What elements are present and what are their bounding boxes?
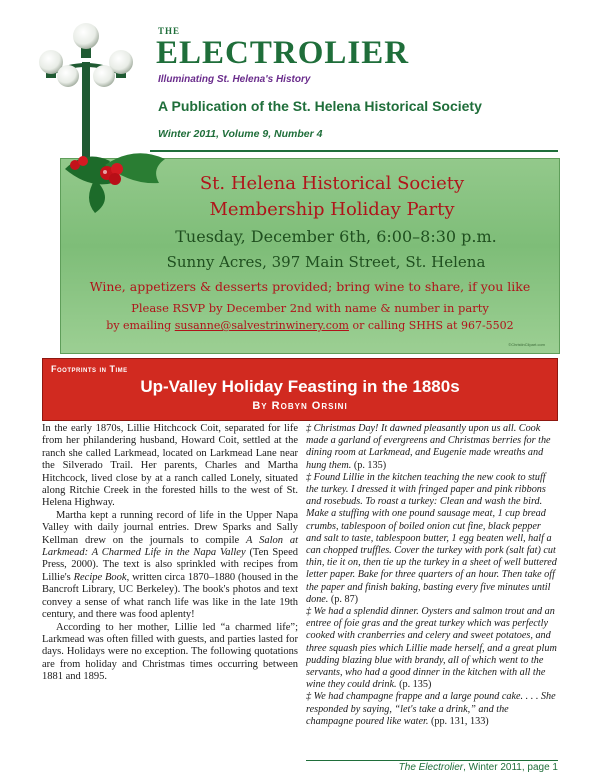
- footer-page-info: , Winter 2011, page 1: [463, 762, 558, 773]
- rsvp-email-link[interactable]: susanne@salvestrinwinery.com: [174, 319, 349, 332]
- book-title: A Salon at Larkmead: A Charmed Life in the Napa Valley: [42, 534, 298, 559]
- holiday-party-box: [60, 158, 560, 354]
- party-contact-suffix: or calling SHHS at 967-5502: [348, 319, 514, 332]
- article-byline: By Robyn Orsini: [252, 400, 348, 412]
- article-left-column: [42, 423, 298, 684]
- footer-publication: The Electrolier: [398, 762, 464, 773]
- paragraph-text: Martha kept a running record of life in the Upper Napa Valley with daily journal entries. Drew Sparks and Sally Kellman drew on the journals to compile: [42, 509, 298, 546]
- quotation: [306, 423, 558, 472]
- quotation-citation: (p. 87): [328, 593, 359, 605]
- quotation-text: ‡ We had champagne frappe and a large pound cake. . . . She responded by saying, “let's take a drink,” and the champagne poured like water.: [306, 691, 556, 727]
- paragraph: [42, 510, 298, 622]
- article-right-column: [306, 423, 558, 728]
- party-location: Sunny Acres, 397 Main Street, St. Helena: [166, 253, 486, 271]
- party-host: St. Helena Historical Society: [199, 173, 465, 194]
- article-banner: [42, 358, 558, 421]
- clipart-credit: ©ChristinClipart.com: [508, 342, 545, 347]
- masthead-tagline: Illuminating St. Helena's History: [158, 74, 311, 85]
- quotation-citation: (p. 135): [396, 679, 432, 691]
- masthead-divider: [150, 150, 558, 152]
- masthead-title: ELECTROLIER: [156, 35, 410, 71]
- issue-line: Winter 2011, Volume 9, Number 4: [158, 128, 323, 140]
- quotation-citation: (p. 135): [351, 459, 387, 471]
- quotation-citation: (pp. 131, 133): [428, 715, 489, 727]
- masthead-the: THE: [158, 26, 181, 36]
- party-refreshments: Wine, appetizers & desserts provided; bring wine to share, if you like: [89, 279, 531, 294]
- party-title: Membership Holiday Party: [209, 199, 455, 220]
- publication-line: A Publication of the St. Helena Historical Society: [158, 98, 482, 114]
- recipe-book-title: Recipe Book: [73, 571, 127, 583]
- paragraph-text: , written circa 1870–1880 (housed in the Bancroft Library, UC Berkeley). The book's photos and text convey a sense of what ranch life was like in the late 19th century, and there was food aplenty!: [42, 571, 298, 621]
- quotation: [306, 691, 558, 728]
- paragraph-text: (Ten Speed Press, 2000). The text is also sprinkled with recipes from Lillie's: [42, 547, 298, 583]
- party-contact: [61, 319, 559, 332]
- party-rsvp: Please RSVP by December 2nd with name & number in party: [131, 301, 489, 315]
- quotation: [306, 606, 558, 691]
- quotation-text: ‡ Found Lillie in the kitchen teaching the new cook to stuff the turkey. I dressed it with fringed paper and pink ribbons and rosebuds. To roast a turkey: Clean and wash the bird. Make a stuffing with one pound sausage meat, 1 cup bread crumbs, tablespoon of boiled onion cut fine, black pepper and salt to taste, tablespoon butter, 1 egg beaten well, half a can chopped truffles. Cover the turkey with pork (salt fat) cut thin, tie it on, then tie up the turkey in a sheet of well buttered letter paper. Bake for three quarters of an hour. Then take off the paper and finish baking, basting every five minutes until done.: [306, 471, 557, 605]
- footer-divider: [306, 760, 558, 761]
- quotation-text: ‡ Christmas Day! It dawned pleasantly upon us all. Cook made a garland of evergreens and Christmas berries for the dining room at Larkmead, and Eugenie made wreaths and hung them.: [306, 423, 551, 471]
- party-contact-prefix: by emailing: [106, 319, 175, 332]
- quotation: [306, 472, 558, 606]
- party-date: Tuesday, December 6th, 6:00–8:30 p.m.: [175, 227, 497, 246]
- paragraph: According to her mother, Lillie led “a charmed life”; Larkmead was often filled with guests, and parties lasted for days. Holidays were no exception. The following quotations are from holiday and Christmas times occurring between 1881 and 1895.: [42, 621, 298, 683]
- paragraph: In the early 1870s, Lillie Hitchcock Coit, separated for life from her philandering husband, Howard Coit, settled at the ranch she called Larkmead, located on Larkmead Lane near the Silverado Trail. Her parents, Charles and Martha Hitchcock, lived close by at a ranch called Lonely, situated along Ritchie Creek in the forested hills to the west of St. Helena Highway.: [42, 423, 298, 509]
- article-headline: Up-Valley Holiday Feasting in the 1880s: [140, 377, 460, 396]
- quotation-text: ‡ We had a splendid dinner. Oysters and salmon trout and an entree of foie gras and the great turkey which was perfectly cooked with cranberries and celery and sweet potatoes, and three squash pies which Lillie made herself, and a great plum pudding blazing blue with brandy, all of which went to the servants, who had a good dinner in the kitchen with all the wine they could drink.: [306, 606, 557, 691]
- page-footer: [399, 762, 558, 773]
- column-kicker: Footprints in Time: [51, 364, 128, 374]
